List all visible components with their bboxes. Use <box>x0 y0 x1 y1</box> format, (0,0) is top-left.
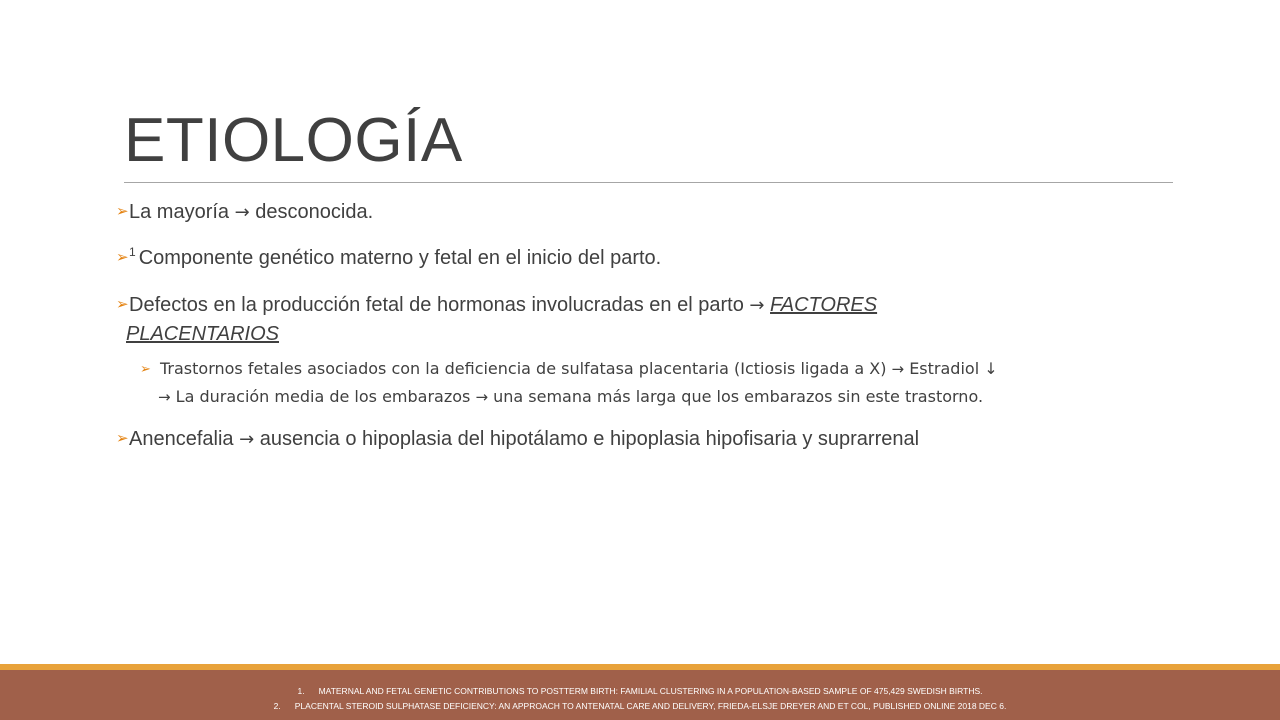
reference-item <box>0 699 1280 714</box>
bullet-text: ausencia o hipoplasia del hipotálamo e hipoplasia hipofisaria y suprarrenal <box>254 428 920 450</box>
right-arrow-icon: → <box>234 202 250 223</box>
slide-title: ETIOLOGÍA <box>124 106 463 175</box>
right-arrow-icon: → <box>475 388 489 406</box>
bullet-text: La mayoría <box>129 201 235 223</box>
reference-text: PLACENTAL STEROID SULPHATASE DEFICIENCY: AN APPROACH TO ANTENATAL CARE AND DELIVERY, FRIEDA-ELSJE DREYER AND ET COL, PUBLISHED ONLINE 2018 DEC 6. <box>294 701 1007 711</box>
bullet-arrowhead-icon: ➢ <box>116 430 129 447</box>
bullet-item-2 <box>116 244 1186 274</box>
bullet-arrowhead-icon: ➢ <box>140 362 151 377</box>
citation-superscript: 1 <box>129 245 136 259</box>
right-arrow-icon: → <box>239 429 255 450</box>
slide-content <box>116 198 1186 471</box>
bullet-item-1 <box>116 198 1186 227</box>
sub-bullet-item <box>140 355 1186 411</box>
reference-number: 2. <box>273 701 281 711</box>
bullet-arrowhead-icon: ➢ <box>116 203 129 220</box>
right-arrow-icon: → <box>749 295 765 316</box>
reference-number: 1. <box>297 686 305 696</box>
right-arrow-icon: → <box>158 388 171 406</box>
reference-text: MATERNAL AND FETAL GENETIC CONTRIBUTIONS TO POSTTERM BIRTH: FAMILIAL CLUSTERING IN A POPULATION-BASED SAMPLE OF 475,429 SWEDISH BIRTHS. <box>318 686 983 696</box>
bullet-item-3 <box>116 291 1186 348</box>
bullet-text: Defectos en la producción fetal de hormonas involucradas en el parto <box>129 294 750 316</box>
emphasis-text: PLACENTARIOS <box>126 323 279 345</box>
sub-bullet-text: Estradiol ↓ <box>904 359 998 378</box>
right-arrow-icon: → <box>891 360 905 378</box>
bullet-text: desconocida. <box>249 201 374 223</box>
reference-item <box>0 684 1280 699</box>
bullet-text: Componente genético materno y fetal en el inicio del parto. <box>138 247 662 269</box>
sub-bullet-text: Trastornos fetales asociados con la deficiencia de sulfatasa placentaria (Ictiosis ligada a X) <box>160 359 892 378</box>
title-divider <box>124 182 1173 183</box>
sub-bullet-text: La duración media de los embarazos <box>170 387 476 406</box>
sub-bullet-text: una semana más larga que los embarazos sin este trastorno. <box>488 387 984 406</box>
bullet-arrowhead-icon: ➢ <box>116 249 129 266</box>
emphasis-text: FACTORES <box>770 294 878 316</box>
bullet-text: Anencefalia <box>129 428 240 450</box>
references-list <box>0 684 1280 714</box>
bullet-item-4 <box>116 425 1186 454</box>
bullet-arrowhead-icon: ➢ <box>116 296 129 313</box>
footer-band <box>0 670 1280 720</box>
